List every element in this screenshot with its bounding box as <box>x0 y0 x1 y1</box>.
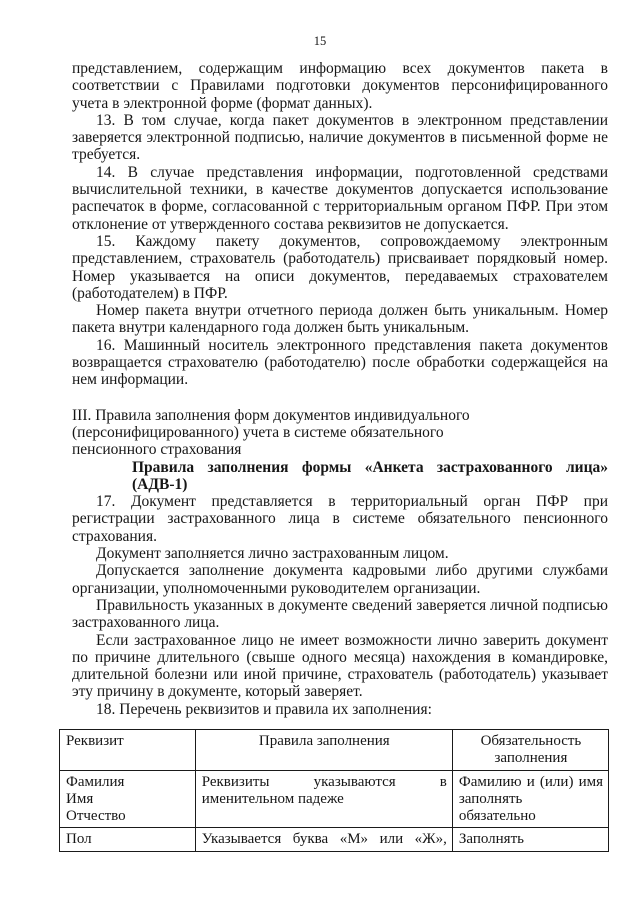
paragraph-13: 13. В том случае, когда пакет документов в электронном представлении заверяется электронной подписью, наличие документов в письменной форме не требуется. <box>72 111 608 164</box>
table-cell-field <box>60 770 196 828</box>
page-number: 15 <box>313 34 327 48</box>
table-cell-required: Фамилию и (или) имя заполнять обязательно <box>452 770 608 828</box>
paragraph-hr-fill: Допускается заполнение документа кадровыми либо другими службами организации, уполномоченными руководителем организации. <box>72 562 608 597</box>
paragraph-continuation: представлением, содержащим информацию всех документов пакета в соответствии с Правилами подготовки документов персонифицированного учета в электронной форме (формат данных). <box>72 60 608 112</box>
table-header-cell: Реквизит <box>60 730 196 771</box>
paragraph-18: 18. Перечень реквизитов и правила их заполнения: <box>96 700 432 718</box>
paragraph-self-fill: Документ заполняется лично застрахованным лицом. <box>96 545 449 563</box>
paragraph-unable-to-sign: Если застрахованное лицо не имеет возможности лично заверить документ по причине длительного (свыше одного месяца) нахождения в командировке, длительной болезни или иной причине, страхователь (работодатель) указывает эту причину в документе, который заверяет. <box>72 631 608 701</box>
table-cell-required: Заполнять <box>452 828 608 851</box>
field-name: Фамилия <box>66 773 125 790</box>
field-name: Пол <box>66 831 92 848</box>
section-heading-line: пенсионного страхования <box>72 441 242 459</box>
table-header-cell: Обязательность заполнения <box>452 730 608 771</box>
section-heading <box>72 407 608 459</box>
table-header-row <box>60 730 609 771</box>
requisites-table <box>59 729 609 852</box>
table-cell-field <box>60 828 196 851</box>
table-row <box>60 828 609 851</box>
paragraph-17: 17. Документ представляется в территориальный орган ПФР при регистрации застрахованного лица в системе обязательного пенсионного страхования. <box>72 493 608 545</box>
form-subtitle: Правила заполнения формы «Анкета застрахованного лица» (АДВ-1) <box>132 458 608 493</box>
table-cell-rule: Указывается буква «М» или «Ж», <box>195 828 452 851</box>
table-row <box>60 770 609 828</box>
section-heading-line: III. Правила заполнения форм документов индивидуального <box>72 406 470 424</box>
section-heading-line: (персонифицированного) учета в системе обязательного <box>72 423 444 441</box>
paragraph-signature: Правильность указанных в документе сведений заверяется личной подписью застрахованного лица. <box>72 596 608 632</box>
table-header-cell: Правила заполнения <box>195 730 452 771</box>
document-body <box>72 60 608 718</box>
paragraph-16: 16. Машинный носитель электронного представления пакета документов возвращается страхователю (работодателю) после обработки содержащейся на нем информации. <box>72 336 608 389</box>
field-name: Имя <box>66 790 94 807</box>
field-name: Отчество <box>66 808 126 825</box>
table-cell-rule: Реквизиты указываются в именительном падеже <box>195 770 452 828</box>
paragraph-15: 15. Каждому пакету документов, сопровождаемому электронным представлением, страхователь (работодатель) присваивает порядковый номер. Номер указывается на описи документов, передаваемых страхователем (работодателем) в ПФР. <box>72 232 608 302</box>
paragraph-14: 14. В случае представления информации, подготовленной средствами вычислительной техники, в качестве документов допускается использование распечаток в форме, согласованной с территориальным органом ПФР. При этом отклонение от утвержденного состава реквизитов не допускается. <box>72 163 608 233</box>
paragraph-package-number: Номер пакета внутри отчетного периода должен быть уникальным. Номер пакета внутри календарного года должен быть уникальным. <box>72 302 608 337</box>
